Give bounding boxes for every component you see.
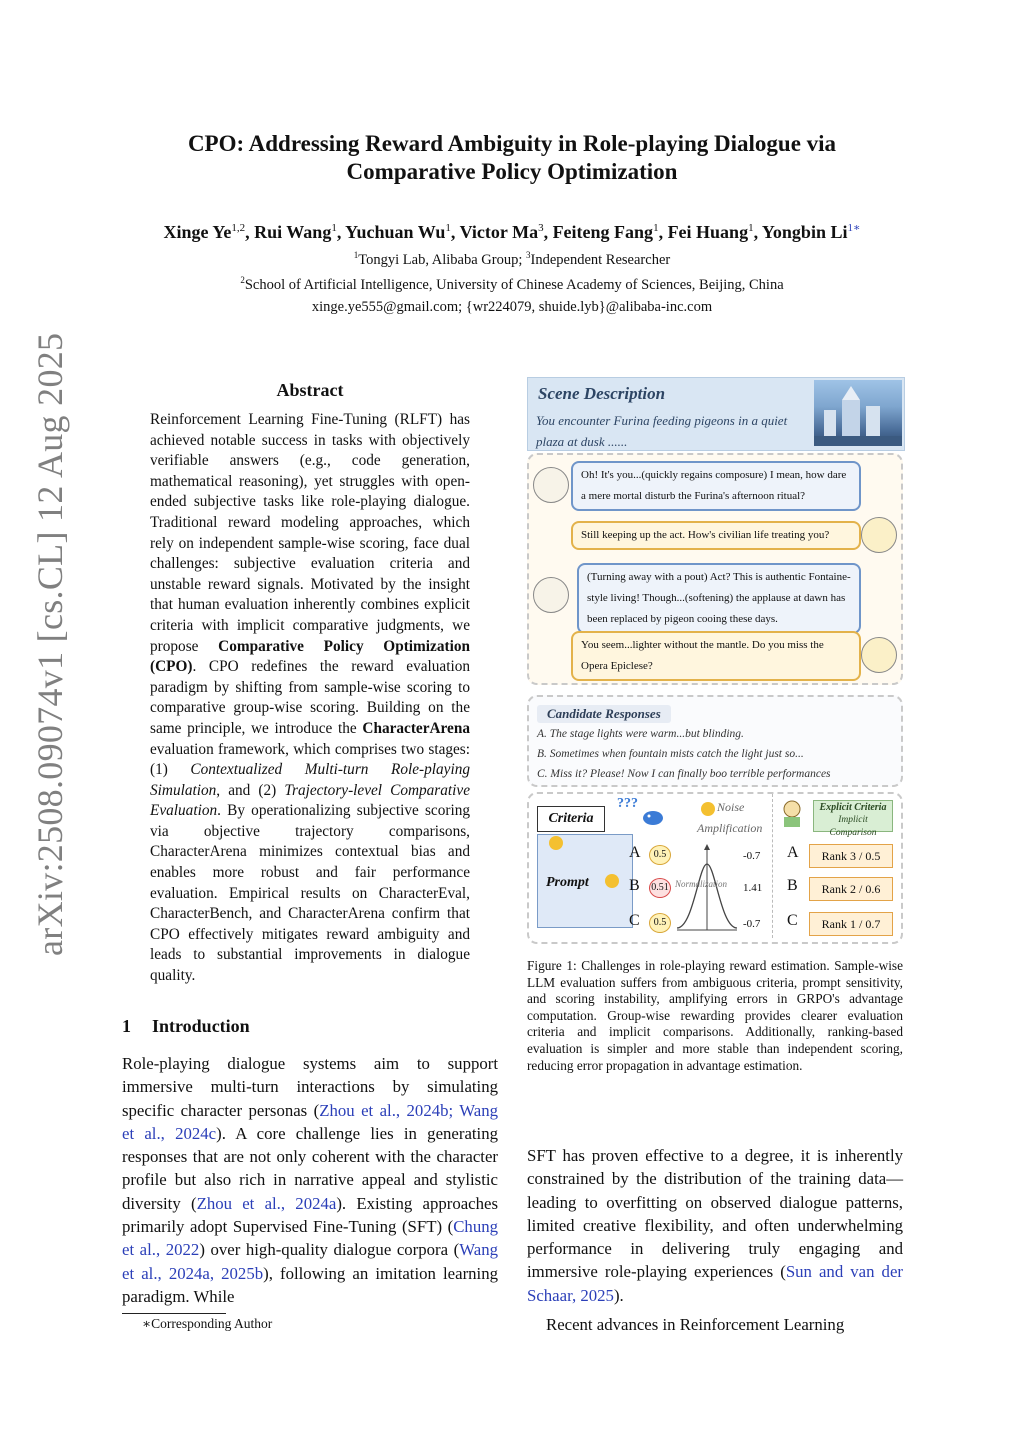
candidate-response: B. Sometimes when fountain mists catch the light just so...: [537, 748, 804, 760]
score-badge: 0.5: [649, 845, 671, 865]
author: Victor Ma$^3$: [459, 222, 544, 242]
normal-distribution-curve: [675, 844, 739, 934]
response-letter: A: [787, 844, 799, 861]
advantage-value: 1.41: [743, 882, 763, 894]
furina-avatar-icon: [533, 577, 569, 613]
furina-avatar-icon: [533, 467, 569, 503]
footnote: ∗Corresponding Author: [142, 1316, 273, 1331]
introduction-paragraph: Role-playing dialogue systems aim to support immersive multi-turn interactions by simulating specific character personas (Zhou et al., 2024b; Wang et al., 2024c). A core challenge lies in generating responses that are not only coherent with the character profile but also rich in narrative appeal and stylistic diversity (Zhou et al., 2024a). Existing approaches primarily adopt Supervised Fine-Tuning (SFT) (Chung et al., 2022) over high-quality dialogue corpora (Wang et al., 2024a, 2025b), following an imitation learning paradigm. While: [122, 1054, 499, 1306]
rank-badge: Rank 2 / 0.6: [809, 877, 893, 901]
amplification-label: Amplification: [697, 821, 763, 835]
candidate-response: A. The stage lights were warm...but blinding.: [537, 728, 744, 740]
figure-caption: Figure 1: Challenges in role-playing reward estimation. Sample-wise LLM evaluation suffers from ambiguous criteria, prompt sensitivity, and scoring instability, amplifying errors in GRPO's advantage computation. Group-wise rewarding provides clearer evaluation criteria and implicit comparisons. Additionally, ranking-based evaluation is simpler and more stable than independent scoring, reducing error propagation in advantage estimation.: [527, 958, 903, 1073]
whale-icon: [641, 804, 665, 828]
scene-text: You encounter Furina feeding pigeons in a quiet plaza at dusk ......: [536, 413, 788, 449]
response-letter: A: [629, 844, 641, 861]
author: Yuchuan Wu$^1$: [345, 222, 451, 242]
affiliation-line-2: $^2$School of Artificial Intelligence, University of Chinese Academy of Sciences, Beijing, China: [240, 275, 784, 293]
dialogue-panel: [527, 453, 903, 685]
question-marks: ???: [617, 796, 638, 811]
panel-divider: [772, 794, 774, 938]
author: Rui Wang$^1$: [254, 222, 337, 242]
lightbulb-icon: [549, 836, 563, 850]
response-letter: C: [787, 912, 798, 929]
scoring-comparison-panel: [527, 792, 903, 944]
citation-link[interactable]: Zhou et al., 2024a: [196, 1193, 337, 1213]
advantage-value: -0.7: [743, 850, 761, 862]
dialogue-bubble: Still keeping up the act. How's civilian life treating you?: [571, 521, 861, 550]
noise-label: Noise: [717, 800, 745, 814]
candidate-title: Candidate Responses: [537, 705, 671, 723]
candidate-response: C. Miss it? Please! Now I can finally boo terrible performances: [537, 768, 831, 780]
author: Yongbin $Li^{1∗}$: [761, 222, 861, 242]
rank-badge: Rank 1 / 0.7: [809, 912, 893, 936]
citation-link[interactable]: Sun and van der Schaar, 2025: [527, 1262, 903, 1305]
right-column-next-paragraph: Recent advances in Reinforcement Learning: [546, 1315, 845, 1334]
paper-title: [0, 130, 1024, 186]
normalization-label: Normalization: [675, 879, 728, 889]
criteria-label: Criteria: [537, 806, 605, 832]
score-badge: 0.5: [649, 913, 671, 933]
dialogue-bubble: Oh! It's you...(quickly regains composure) I mean, how dare a mere mortal disturb the Furina's afternoon ritual?: [571, 461, 861, 511]
footnote-rule: [122, 1313, 226, 1314]
author-list: Xinge Ye$^{1,2}$, Rui Wang$^1$, Yuchuan Wu$^1$, Victor Ma$^3$, Feiteng Fang$^1$, Fei Huang$^1$, Yongbin $Li^{1∗}$: [163, 222, 861, 242]
dialogue-bubble: (Turning away with a pout) Act? This is authentic Fontaine-style living! Though...(softening) the applause at dawn has been replaced by pigeon cooing these days.: [577, 563, 861, 634]
abstract-body: Reinforcement Learning Fine-Tuning (RLFT) has achieved notable success in tasks with objectively verifiable answers (e.g., code generation, mathematical reasoning), yet struggles with open-ended subjective tasks like role-playing dialogue. Traditional reward modeling approaches, which rely on independent sample-wise scoring, face dual challenges: subjective evaluation criteria and unstable reward signals. Motivated by the insight that human evaluation inherently combines explicit criteria with implicit comparative judgments, we propose Comparative Policy Optimization (CPO). CPO redefines the reward evaluation paradigm by shifting from sample-wise scoring to comparative group-wise scoring. Building on the same principle, we introduce the CharacterArena evaluation framework, which comprises two stages: (1) Contextualized Multi-turn Role-playing Simulation, and (2) Trajectory-level Comparative Evaluation. By operationalizing subjective scoring via objective trajectory comparisons, CharacterArena minimizes contextual bias and enables more robust and fair performance evaluation. Empirical results on CharacterEval, CharacterBench, and CharacterArena confirm that CPO effectively mitigates reward ambiguity and leads to substantial improvements in dialogue quality.: [150, 411, 470, 985]
citation-link[interactable]: Chung et al., 2022: [122, 1217, 498, 1260]
abstract-heading: Abstract: [276, 380, 344, 400]
scene-description-panel: [527, 377, 905, 451]
figure-1: [527, 377, 903, 943]
explicit-criteria-box: Explicit Criteria Implicit Comparison: [813, 800, 893, 832]
affiliation-line-1: $^1$Tongyi Lab, Alibaba Group; $^3$Independent Researcher: [353, 250, 671, 268]
author: Fei Huang$^1$: [667, 222, 754, 242]
author: Xinge Ye$^{1,2}$: [163, 222, 246, 242]
title-line-2: Comparative Policy Optimization: [346, 159, 678, 184]
prompt-document: Prompt: [537, 834, 633, 928]
response-letter: B: [629, 877, 640, 894]
scene-title: Scene Description: [538, 384, 666, 403]
author: Feiteng Fang$^1$: [552, 222, 659, 242]
scene-illustration: [814, 380, 902, 446]
city-skyline-icon: [814, 380, 902, 446]
traveler-avatar-icon: [861, 517, 897, 553]
traveler-avatar-icon: [861, 637, 897, 673]
lightbulb-icon: [605, 874, 619, 888]
dialogue-bubble: You seem...lighter without the mantle. Do you miss the Opera Epiclese?: [571, 631, 861, 681]
citation-link[interactable]: Zhou et al., 2024b; Wang et al., 2024c: [122, 1100, 498, 1143]
evaluator-avatar-icon: [779, 798, 805, 828]
candidate-responses-panel: [527, 695, 903, 787]
score-badge: 0.51: [649, 878, 671, 898]
citation-link[interactable]: Wang et al., 2024a, 2025b: [122, 1240, 498, 1283]
title-line-1: CPO: Addressing Reward Ambiguity in Role-playing Dialogue via: [187, 131, 837, 156]
response-letter: B: [787, 877, 798, 894]
section-heading-introduction: 1 Introduction: [122, 1016, 250, 1036]
rank-badge: Rank 3 / 0.5: [809, 844, 893, 868]
author-emails: xinge.ye555@gmail.com; {wr224079, shuide.lyb}@alibaba-inc.com: [311, 299, 713, 315]
right-column-paragraph: SFT has proven effective to a degree, it is inherently constrained by the distribution of the training data—leading to overfitting on observed dialogue patterns, limited creative flexibility, and often underwhelming performance in delivering truly engaging and immersive role-playing experiences (Sun and van der Schaar, 2025).: [527, 1146, 903, 1305]
advantage-value: -0.7: [743, 918, 761, 930]
arxiv-identifier: arXiv:2508.09074v1 [cs.CL] 12 Aug 2025: [30, 332, 70, 956]
noise-dot-icon: [701, 802, 715, 816]
response-letter: C: [629, 912, 640, 929]
